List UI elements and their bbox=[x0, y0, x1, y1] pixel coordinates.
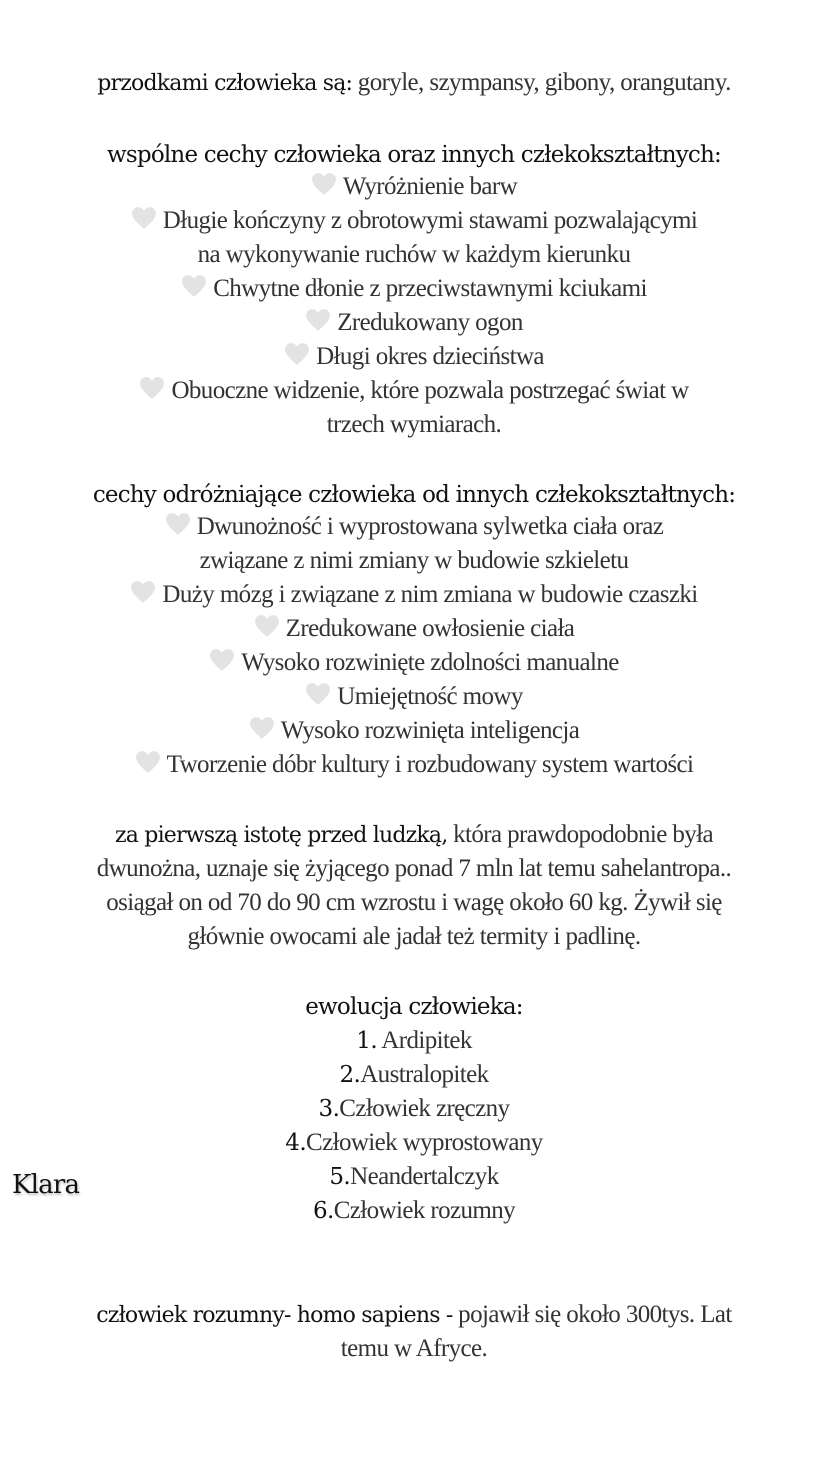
heart-icon bbox=[254, 614, 280, 638]
common-trait-item: Chwytne dłonie z przeciwstawnymi kciukami bbox=[0, 272, 828, 306]
ancestors-line bbox=[0, 66, 828, 101]
heart-icon bbox=[305, 308, 331, 332]
common-trait-item: Długi okres dzieciństwa bbox=[0, 340, 828, 374]
first-human-label: za pierwszą istotę przed ludzką, bbox=[114, 823, 448, 848]
homo-sapiens-line: temu w Afryce. bbox=[340, 1335, 488, 1362]
ancestors-label: przodkami człowieka są: bbox=[97, 71, 353, 96]
distinct-trait-item: Umiejętność mowy bbox=[0, 680, 828, 714]
distinct-trait-item: Wysoko rozwinięte zdolności manualne bbox=[0, 646, 828, 680]
first-human-line: osiągał on od 70 do 90 cm wzrostu i wagę około 60 kg. Żywił się bbox=[106, 889, 722, 916]
heart-icon bbox=[135, 750, 161, 774]
common-trait-item: Obuoczne widzenie, które pozwala postrzegać świat w bbox=[0, 374, 828, 408]
heart-icon bbox=[130, 580, 156, 604]
evolution-item: 2.Australopitek bbox=[339, 1061, 489, 1088]
heart-icon bbox=[181, 274, 207, 298]
common-trait-item: Zredukowany ogon bbox=[0, 306, 828, 340]
homo-sapiens-line: człowiek rozumny- homo sapiens - pojawił się około 300tys. Lat bbox=[96, 1301, 732, 1328]
common-trait-item: Wyróżnienie barw bbox=[0, 170, 828, 204]
common-trait-item: Długie kończyny z obrotowymi stawami pozwalającymi bbox=[0, 204, 828, 238]
evolution-heading: ewolucja człowieka: bbox=[305, 994, 523, 1020]
heart-icon bbox=[249, 716, 275, 740]
distinct-trait-item: Tworzenie dóbr kultury i rozbudowany system wartości bbox=[0, 748, 828, 782]
ancestors-text: goryle, szympansy, gibony, orangutany. bbox=[352, 69, 731, 96]
heart-icon bbox=[305, 682, 331, 706]
distinct-trait-item-continued: związane z nimi zmiany w budowie szkieletu bbox=[199, 547, 629, 574]
homo-sapiens-label: człowiek rozumny- homo sapiens - bbox=[96, 1303, 453, 1328]
distinct-trait-item: Duży mózg i związane z nim zmiana w budowie czaszki bbox=[0, 578, 828, 612]
heart-icon bbox=[139, 376, 165, 400]
evolution-item: 4.Człowiek wyprostowany bbox=[285, 1129, 543, 1156]
common-trait-item-continued: na wykonywanie ruchów w każdym kierunku bbox=[197, 241, 631, 268]
evolution-item: 5.Neandertalczyk bbox=[329, 1163, 499, 1190]
heart-icon bbox=[165, 512, 191, 536]
signature: Klara bbox=[12, 1170, 80, 1200]
distinct-trait-item: Dwunożność i wyprostowana sylwetka ciała oraz bbox=[0, 510, 828, 544]
first-human-line: dwunożna, uznaje się żyjącego ponad 7 mln lat temu sahelantropa.. bbox=[96, 855, 732, 882]
evolution-item: 1. Ardipitek bbox=[356, 1027, 472, 1054]
heart-icon bbox=[311, 172, 337, 196]
first-human-line: głównie owocami ale jadał też termity i padlinę. bbox=[187, 923, 641, 950]
heart-icon bbox=[131, 206, 157, 230]
heart-icon bbox=[284, 342, 310, 366]
distinct-traits-heading: cechy odróżniające człowieka od innych człekokształtnych: bbox=[92, 482, 736, 508]
common-trait-item-continued: trzech wymiarach. bbox=[326, 411, 502, 438]
distinct-trait-item: Wysoko rozwinięta inteligencja bbox=[0, 714, 828, 748]
first-human-line: za pierwszą istotę przed ludzką, która prawdopodobnie była bbox=[114, 821, 714, 848]
heart-icon bbox=[209, 648, 235, 672]
evolution-item: 3.Człowiek zręczny bbox=[318, 1095, 510, 1122]
evolution-item: 6.Człowiek rozumny bbox=[312, 1197, 516, 1224]
distinct-trait-item: Zredukowane owłosienie ciała bbox=[0, 612, 828, 646]
common-traits-heading: wspólne cechy człowieka oraz innych człekokształtnych: bbox=[107, 142, 721, 168]
